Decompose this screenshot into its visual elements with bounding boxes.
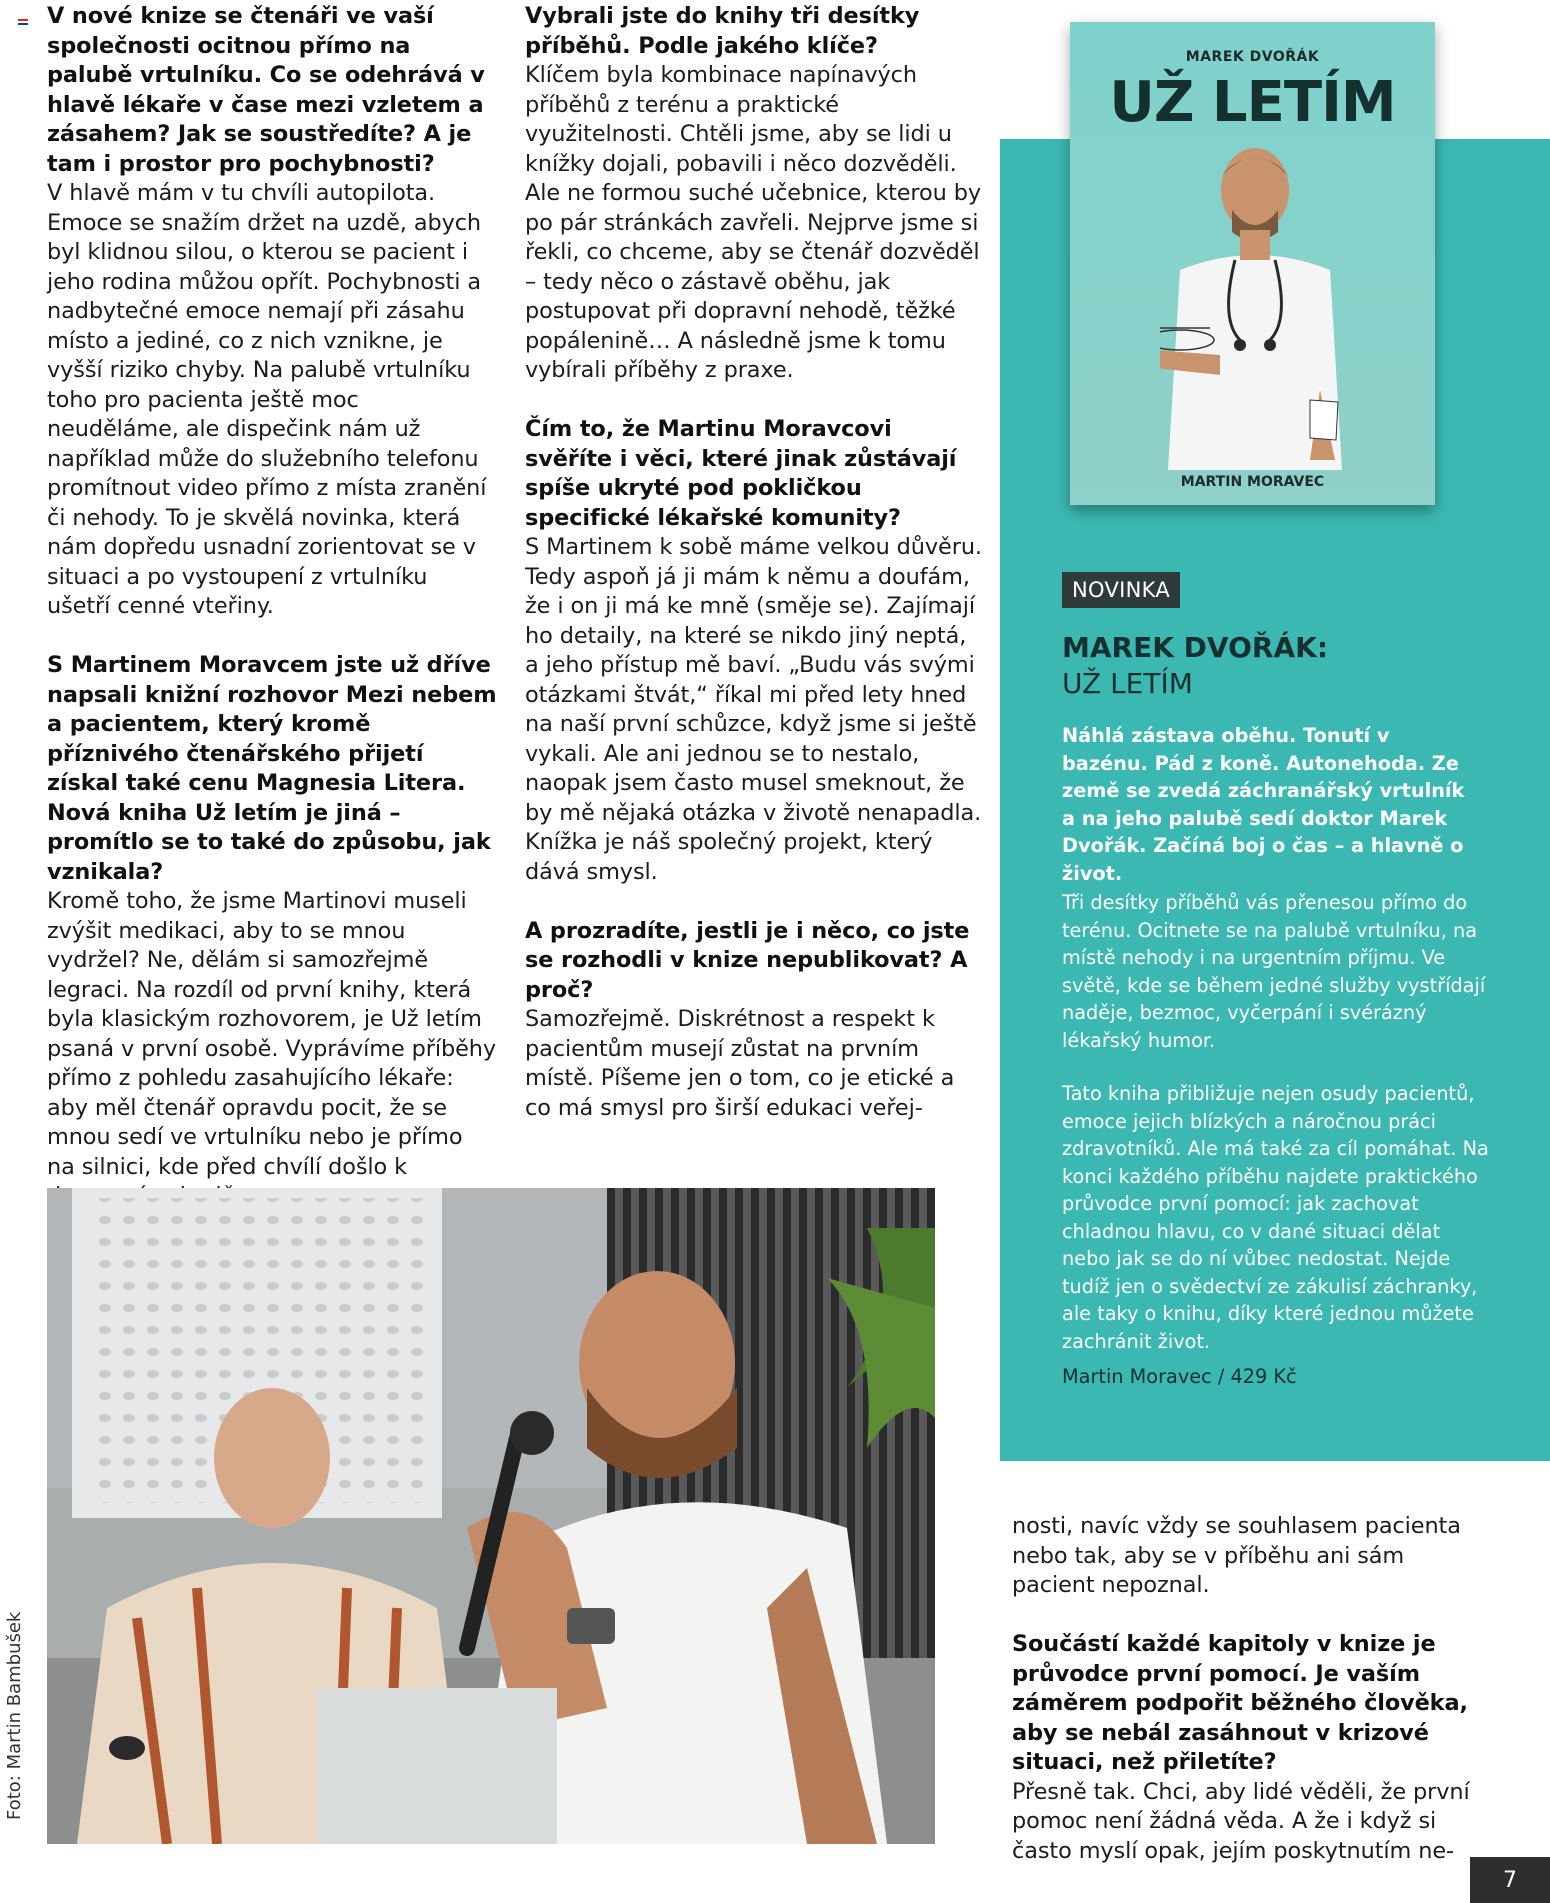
answer-4: S Martinem k sobě máme velkou důvěru. Tedy aspoň já ji mám k němu a doufám, že i on ji má ke mně (směje se). Zajímají ho detaily, na které se nikdo jiný neptá, a jeho přístup mě baví. „Budu vás svými otázkami štvát,“ říkal mi před lety hned na naší první schůzce, když jsme si ještě vykali. Ale ani jednou se to nestalo, naopak jsem často musel smeknout, že by mě nějaká otázka v životě nenapadla. Knížka je náš společný projekt, který dává smysl. (525, 534, 982, 885)
novinka-badge: NOVINKA (1062, 572, 1180, 608)
question-4: Čím to, že Martinu Moravcovi svěříte i věci, které jinak zůstávají spíše ukryté pod pokličkou specifické lékařské komunity? (525, 416, 957, 531)
photo-credit: Foto: Martin Bambušek (4, 1611, 25, 1820)
event-photo (47, 1188, 935, 1844)
book-promo-author: MAREK DVOŘÁK: (1062, 631, 1329, 664)
question-2: S Martinem Moravcem jste už dříve napsali knižní rozhovor Mezi nebem a pacientem, který kromě příznivého čtenářského přijetí získal také cenu Magnesia Litera. Nová kniha Už letím je jiná – promítlo se to také do způsobu, jak vznikala? (47, 652, 497, 885)
doctor-figure-illustration (1160, 140, 1350, 470)
book-promo-price: Martin Moravec / 429 Kč (1062, 1365, 1297, 1388)
question-1: V nové knize se čtenáři ve vaší společnosti ocitnou přímo na palubě vrtulníku. Co se odehrává v hlavě lékaře v čase mezi vzletem a zásahem? Jak se soustředíte? A je tam i prostor pro pochybnosti? (47, 3, 485, 177)
answer-1: V hlavě mám v tu chvíli autopilota. Emoce se snažím držet na uzdě, abych byl klidnou silou, o kterou se pacient i jeho rodina můžou opřít. Pochybnosti a nadbytečné emoce nemají při zásahu místo a jediné, co z nich vznikne, je vyšší riziko chyby. Na palubě vrtulníku toho pro pacienta ještě moc neuděláme, ale dispečink nám už například může do služebního telefonu promítnout video přímo z místa zranění či nehody. To je skvělá novinka, která nám dopředu usnadní zorientovat se v situaci a po vystoupení z vrtulníku ušetří cenné vteřiny. (47, 180, 487, 619)
book-promo-description-2: Tato kniha přibližuje nejen osudy pacientů, emoce jejich blízkých a náročnou práci zdravotníků. Ale má také za cíl pomáhat. Na konci každého příběhu najdete praktického průvodce první pomocí: jak zachovat chladnou hlavu, co v dané situaci dělat nebo jak se do ní vůbec nedostat. Nejde tudíž jen o svědectví ze zákulisí záchranky, ale taky o knihu, díky které jednou můžete zachránit život. (1062, 1082, 1489, 1353)
event-photo-illustration (47, 1188, 935, 1844)
book-promo-title: UŽ LETÍM (1062, 667, 1193, 700)
page-number: 7 (1470, 1857, 1550, 1903)
book-promo-description-1: Tři desítky příběhů vás přenesou přímo do terénu. Ocitnete se na palubě vrtulníku, na místě nehody i na urgentním příjmu. Ve světě, kde se během jedné služby vystřídají naděje, bezmoc, vyčerpání i svérázný lékařský humor. (1062, 891, 1486, 1052)
question-6: Součástí každé kapitoly v knize je průvodce první pomocí. Je vaším záměrem podpořit běžného člověka, aby se nebál zasáhnout v krizové situaci, než přiletíte? (1012, 1631, 1468, 1775)
answer-2: Kromě toho, že jsme Martinovi museli zvýšit medikaci, aby to se mnou vydržel? Ne, dělám si samozřejmě legraci. Na rozdíl od první knihy, která byla klasickým rozhovorem, je Už letím psaná v první osobě. Vyprávíme příběhy přímo z pohledu zasahujícího lékaře: aby měl čtenář opravdu pocit, že se mnou sedí ve vrtulníku nebo je přímo na silnici, kde před chvílí došlo k (47, 888, 497, 1180)
book-promo-lead: Náhlá zástava oběhu. Tonutí v bazénu. Pád z koně. Autonehoda. Ze země se zvedá záchranářský vrtulník a na jeho palubě sedí doktor Marek Dvořák. Začíná boj o čas – a hlavně o život. (1062, 724, 1465, 885)
book-cover (1070, 22, 1435, 505)
answer-6: Přesně tak. Chci, aby lidé věděli, že první pomoc není žádná věda. A že i když si často myslí opak, jejím poskytnutím ne- (1012, 1778, 1470, 1864)
article-column-1 (47, 2, 497, 1212)
book-cover-coauthor: MARTIN MORAVEC (1180, 474, 1325, 490)
article-column-3 (1012, 1512, 1487, 1866)
answer-5-continued: nosti, navíc vždy se souhlasem pacienta nebo tak, aby se v příběhu ani sám pacient nepoznal. (1012, 1513, 1461, 1598)
flag-icon (18, 19, 28, 25)
question-5: A prozradíte, jestli je i něco, co jste se rozhodli v knize nepublikovat? A proč? (525, 917, 970, 1003)
article-column-2 (525, 2, 985, 1123)
book-cover-title: UŽ LETÍM (1109, 70, 1396, 135)
question-3: Vybrali jste do knihy tři desítky příběhů. Podle jakého klíče? (525, 3, 920, 59)
book-cover-author: MAREK DVOŘÁK (1185, 49, 1320, 65)
answer-3: Klíčem byla kombinace napínavých příběhů z terénu a praktické využitelnosti. Chtěli jsme, aby se lidi u knížky dojali, pobavili i něco dozvěděli. Ale ne formou suché učebnice, kterou by po pár stránkách zavřeli. Nejprve jsme si řekli, co chceme, aby se čtenář dozvěděl – tedy něco o zástavě oběhu, jak postupovat při dopravní nehodě, těžké popálenině… A následně jsme k tomu vybírali příběhy z praxe. (525, 62, 982, 383)
answer-5: Samozřejmě. Diskrétnost a respekt k pacientům musejí zůstat na prvním místě. Píšeme jen o tom, co je etické a co má smysl pro širší edukaci veřej- (525, 1006, 955, 1121)
